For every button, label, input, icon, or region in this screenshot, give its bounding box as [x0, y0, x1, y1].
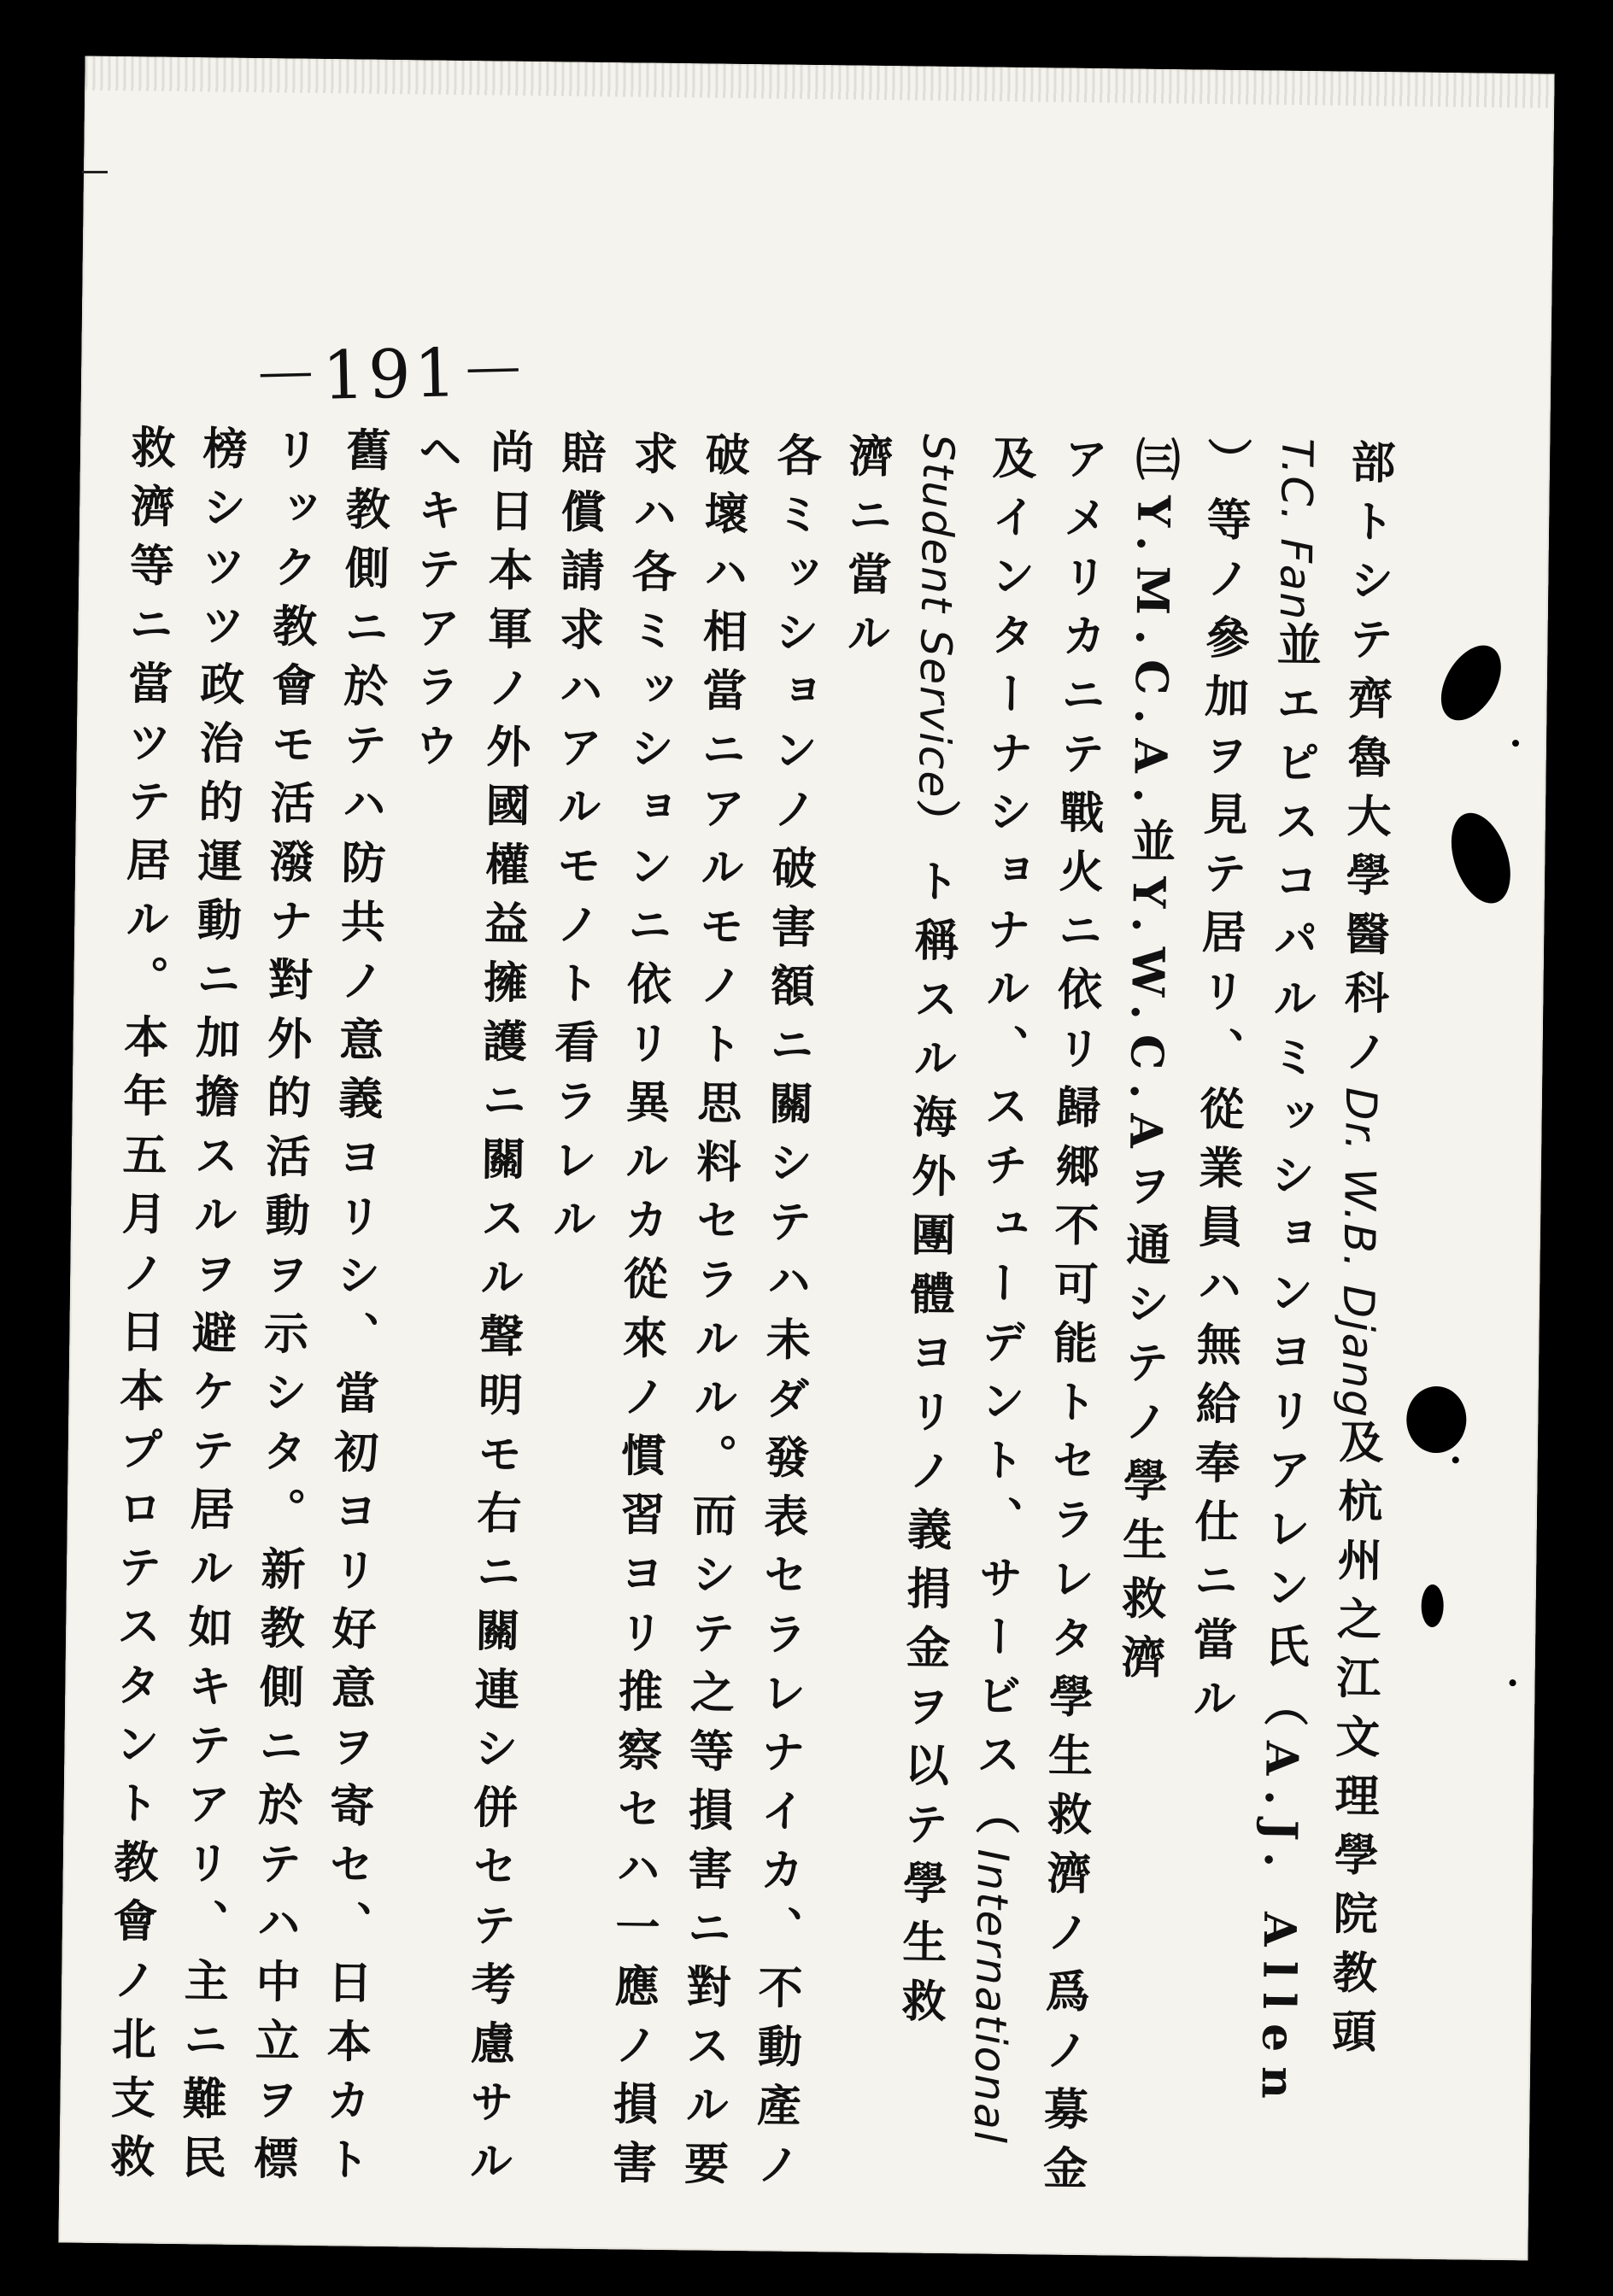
ink-blot: [1512, 740, 1519, 747]
text-line: Student Service）ト稱スル海外團體ヨリノ義捐金ヲ以テ學生救: [893, 433, 964, 2037]
text-line: ）等ノ參加ヲ見テ居リ、從業員ハ無給奉仕ニ當ル: [1183, 436, 1252, 1735]
margin-mark: [82, 171, 108, 173]
text-line: 舊教側ニ於テハ防共ノ意義ヨリシ、當初ヨリ好意ヲ寄セ、日本カト: [317, 426, 391, 2195]
ink-blot: [1421, 1584, 1444, 1627]
handwritten-note: Student Service: [909, 433, 964, 800]
text-line: 破壞ハ相當ニアルモノト思料セラルル。而シテ之等損害ニ對スル要: [676, 430, 750, 2199]
handwritten-note: T.C. Fan: [1270, 437, 1323, 622]
handwritten-note: Dr. W.B. Djang: [1332, 1086, 1387, 1420]
text-line: 部トシテ齊魯大學醫科ノDr. W.B. Djang及杭州之江文理學院教頭: [1323, 438, 1396, 2068]
ink-blot: [1510, 1679, 1516, 1686]
text-line: 救濟等ニ當ツテ居ル。本年五月ノ日本プロテスタント教會ノ北支救: [102, 424, 176, 2193]
section-heading: ㈢Y.M.C.A.並Y.W.C.Aヲ通シテノ學生救濟: [1112, 436, 1181, 1694]
ink-blot: [1406, 1386, 1467, 1454]
text-line: 榜シツツ政治的運動ニ加擔スルヲ避ケテ居ル如キテアリ、主ニ難民: [173, 425, 248, 2194]
text-line: 各ミッションノ破害額ニ關シテハ未ダ發表セラレナイカ、不動產ノ: [748, 431, 822, 2200]
page-number: －191－: [251, 333, 531, 417]
text-line: 尚日本軍ノ外國權益擁護ニ關スル聲明モ右ニ關連シ併セテ考慮サル: [460, 428, 535, 2197]
text-line: 濟ニ當ル: [838, 432, 894, 670]
text-line: T.C. Fan並エピスコパルミッションヨリアレン氏（A.J. Allen: [1251, 437, 1323, 2114]
ink-blot: [1428, 635, 1513, 730]
text-line: アメリカニテ戰火ニ依リ歸郷不可能トセラレタ學生救濟ノ爲ノ募金: [1035, 435, 1109, 2205]
ink-blot: [1440, 805, 1522, 911]
text-line: ヘキテアラウ: [406, 427, 463, 782]
ink-blot: [1452, 1456, 1459, 1463]
text-line: リック教會モ活潑ナ對外的活動ヲ示シタ。新教側ニ於テハ中立ヲ標: [245, 425, 320, 2194]
text-line: 求ハ各ミッションニ依リ異ルカ從來ノ慣習ヨリ推察セハ一應ノ損害: [604, 430, 678, 2199]
handwritten-note: International: [964, 1848, 1018, 2146]
body-text: [102, 424, 1405, 2205]
document-page: [58, 56, 1554, 2261]
text-line: 及インターナショナル、スチューデント、サービス（International: [964, 434, 1037, 2146]
text-line: 賠償請求ハアルモノト看ラレル: [543, 429, 607, 1255]
